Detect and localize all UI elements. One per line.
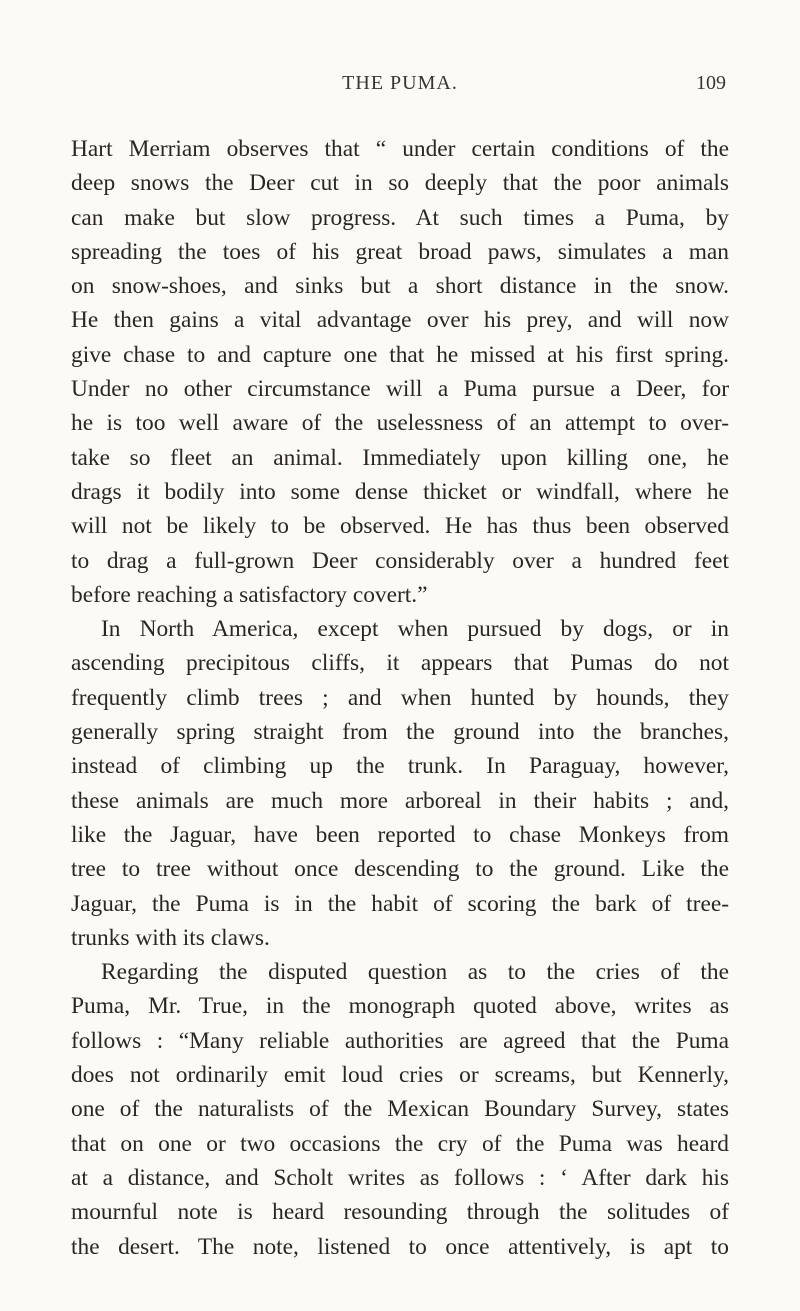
text-line: Puma, Mr. True, in the monograph quoted above, writes as (71, 993, 729, 1020)
text-line: In North America, except when pursued by dogs, or in (101, 616, 729, 643)
text-line: give chase to and capture one that he missed at his first spring. (71, 341, 729, 368)
text-line: follows : “Many reliable authorities are agreed that the Puma (71, 1027, 729, 1054)
text-line: will not be likely to be observed. He has thus been observed (71, 513, 729, 540)
text-line: before reaching a satisfactory covert.” (71, 581, 428, 608)
text-line: one of the naturalists of the Mexican Boundary Survey, states (71, 1096, 729, 1123)
text-line: Regarding the disputed question as to the cries of the (101, 959, 729, 986)
text-line: these animals are much more arboreal in their habits ; and, (71, 787, 729, 814)
body-text (71, 132, 729, 1264)
text-line: tree to tree without once descending to the ground. Like the (71, 856, 729, 883)
text-line: like the Jaguar, have been reported to chase Monkeys from (71, 821, 729, 848)
text-line: deep snows the Deer cut in so deeply that the poor animals (71, 170, 729, 197)
text-line: take so fleet an animal. Immediately upon killing one, he (71, 444, 729, 471)
text-line: Jaguar, the Puma is in the habit of scoring the bark of tree- (71, 890, 729, 917)
text-line: he is too well aware of the uselessness of an attempt to over- (71, 410, 729, 437)
text-line: He then gains a vital advantage over his prey, and will now (71, 307, 729, 334)
text-line: mournful note is heard resounding through the solitudes of (71, 1199, 729, 1226)
text-line: that on one or two occasions the cry of the Puma was heard (71, 1130, 729, 1157)
page-number: 109 (696, 72, 726, 94)
text-line: to drag a full-grown Deer considerably over a hundred feet (71, 547, 729, 574)
text-line: generally spring straight from the ground into the branches, (71, 719, 729, 746)
text-line: frequently climb trees ; and when hunted by hounds, they (71, 684, 729, 711)
text-line: can make but slow progress. At such times a Puma, by (71, 204, 729, 231)
text-line: instead of climbing up the trunk. In Paraguay, however, (71, 753, 729, 780)
running-head (0, 72, 800, 102)
text-line: at a distance, and Scholt writes as follows : ‘ After dark his (71, 1164, 729, 1191)
text-line: the desert. The note, listened to once attentively, is apt to (71, 1233, 729, 1260)
text-line: drags it bodily into some dense thicket or windfall, where he (71, 478, 729, 505)
text-line: spreading the toes of his great broad paws, simulates a man (71, 238, 729, 265)
text-line: Hart Merriam observes that “ under certain conditions of the (71, 136, 729, 162)
text-line: on snow-shoes, and sinks but a short distance in the snow. (71, 273, 729, 300)
running-title: THE PUMA. (342, 72, 458, 94)
text-line: ascending precipitous cliffs, it appears that Pumas do not (71, 650, 729, 677)
text-line: does not ordinarily emit loud cries or screams, but Kennerly, (71, 1062, 729, 1089)
text-line: Under no other circumstance will a Puma pursue a Deer, for (71, 376, 729, 403)
text-line: trunks with its claws. (71, 924, 270, 951)
